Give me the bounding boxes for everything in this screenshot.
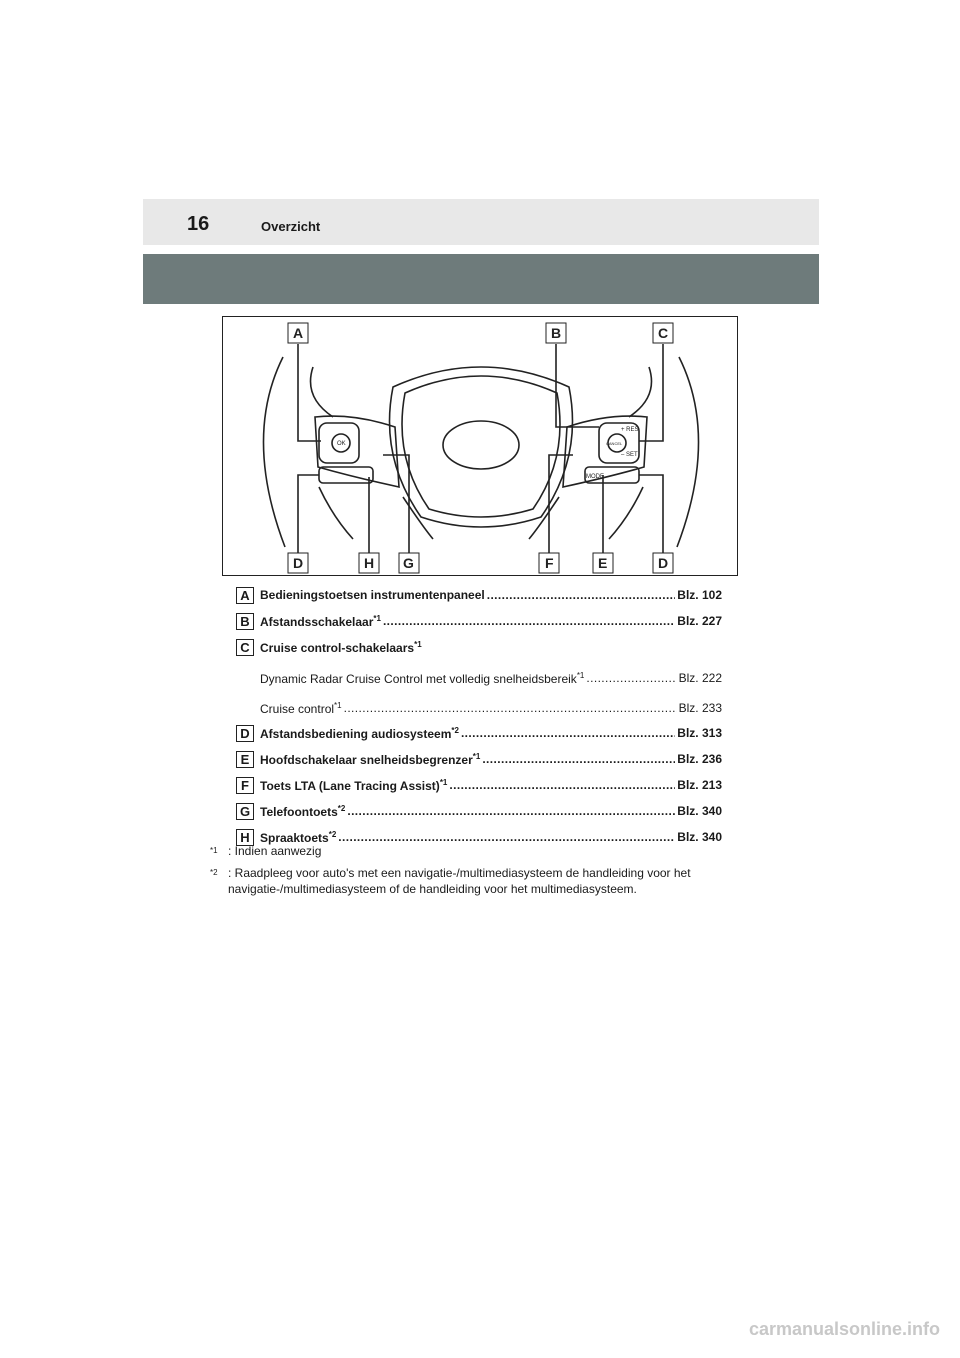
item-label: Toets LTA (Lane Tracing Assist) — [260, 779, 440, 793]
callout-b — [546, 323, 566, 343]
list-item-c-sub-2 — [236, 693, 722, 723]
svg-text:B: B — [551, 325, 562, 341]
item-badge: D — [236, 725, 254, 742]
footnote-mark: *1 — [439, 778, 448, 787]
footnote-mark: *2 — [451, 726, 459, 735]
item-label: Cruise control — [260, 702, 335, 716]
callout-c — [653, 323, 673, 343]
svg-text:F: F — [545, 555, 554, 571]
item-badge: E — [236, 751, 254, 768]
item-badge: C — [236, 639, 254, 656]
list-item-c — [236, 637, 722, 663]
page-reference[interactable]: Blz. 233 — [678, 701, 722, 715]
page-reference[interactable]: Blz. 313 — [677, 726, 722, 740]
cancel-button-label: CANCEL — [606, 441, 623, 446]
steering-wheel-figure — [222, 316, 738, 576]
list-item-c-sub-1 — [236, 663, 722, 693]
callout-a — [288, 323, 308, 343]
item-label: Cruise control-schakelaars — [260, 641, 415, 655]
footnote-mark: *1 — [210, 846, 218, 855]
item-badge: F — [236, 777, 254, 794]
section-title: Overzicht — [261, 219, 321, 234]
page-reference[interactable]: Blz. 236 — [677, 752, 722, 766]
steering-wheel-illustration — [223, 317, 739, 577]
wheel-rim-left-upper — [311, 367, 334, 417]
page-reference[interactable]: Blz. 102 — [677, 588, 722, 602]
page-number: 16 — [187, 213, 210, 235]
item-label: Bedieningstoetsen instrumentenpaneel — [260, 588, 485, 602]
svg-text:C: C — [658, 325, 669, 341]
item-label: Afstandsschakelaar — [260, 615, 374, 629]
item-badge: H — [236, 829, 254, 846]
footnote-mark: *1 — [472, 752, 481, 761]
page-reference[interactable]: Blz. 340 — [677, 830, 722, 844]
res-button-label: + RES — [621, 427, 639, 433]
svg-text:D: D — [293, 555, 304, 571]
footnote-mark: *1 — [576, 671, 585, 680]
svg-text:H: H — [364, 555, 375, 571]
list-item-d — [236, 723, 722, 749]
list-item-f — [236, 775, 722, 801]
footnote-text: : Raadpleeg voor auto's met een navigatie-/multimediasysteem de handleiding voor het navigatie-/multimediasysteem of de handleiding voor het multimediasysteem. — [228, 866, 691, 896]
item-label: Spraaktoets — [260, 831, 329, 845]
set-button-label: – SET — [621, 452, 638, 458]
footnote-mark: *2 — [337, 804, 346, 813]
item-label: Hoofdschakelaar snelheidsbegrenzer — [260, 753, 473, 767]
component-list — [236, 585, 722, 853]
list-item-a — [236, 585, 722, 611]
item-badge: G — [236, 803, 254, 820]
watermark-logo: carmanualsonline.info — [748, 1319, 940, 1339]
svg-text:G: G — [403, 555, 414, 571]
page-reference[interactable]: Blz. 340 — [677, 804, 722, 818]
mode-button-label: MODE — [586, 474, 604, 480]
ok-button-label: OK — [337, 441, 346, 447]
footnote-mark: *1 — [334, 701, 342, 710]
list-item-e — [236, 749, 722, 775]
callout-d-right — [653, 553, 673, 573]
wheel-rim-right-outer — [677, 357, 699, 547]
page-reference[interactable]: Blz. 213 — [677, 778, 722, 792]
callout-g — [399, 553, 419, 573]
section-banner — [143, 254, 819, 304]
footnote-mark: *1 — [373, 614, 381, 623]
item-label: Dynamic Radar Cruise Control met volledig snelheidsbereik — [260, 672, 577, 686]
item-label: Afstandsbediening audiosysteem — [260, 727, 452, 741]
page-header — [143, 199, 819, 245]
footnote-mark: *2 — [328, 830, 337, 839]
footnote-text: : Indien aanwezig — [228, 844, 322, 858]
svg-text:E: E — [598, 555, 608, 571]
callout-d-left — [288, 553, 308, 573]
item-badge: A — [236, 587, 254, 604]
callout-e — [593, 553, 613, 573]
footnotes — [210, 843, 730, 903]
item-badge: B — [236, 613, 254, 630]
callout-h — [359, 553, 379, 573]
page-reference[interactable]: Blz. 222 — [678, 671, 722, 685]
wheel-hub — [390, 367, 573, 527]
footnote-1 — [210, 843, 730, 859]
item-label: Telefoontoets — [260, 805, 338, 819]
footnote-mark: *2 — [210, 868, 218, 877]
svg-text:D: D — [658, 555, 669, 571]
footnote-2 — [210, 865, 730, 897]
footnote-mark: *1 — [414, 640, 422, 649]
list-item-b — [236, 611, 722, 637]
page-reference[interactable]: Blz. 227 — [677, 614, 722, 628]
svg-text:A: A — [293, 325, 304, 341]
airbag-emblem — [443, 421, 519, 469]
wheel-rim-left-outer — [263, 357, 285, 547]
list-item-g — [236, 801, 722, 827]
callout-f — [539, 553, 559, 573]
